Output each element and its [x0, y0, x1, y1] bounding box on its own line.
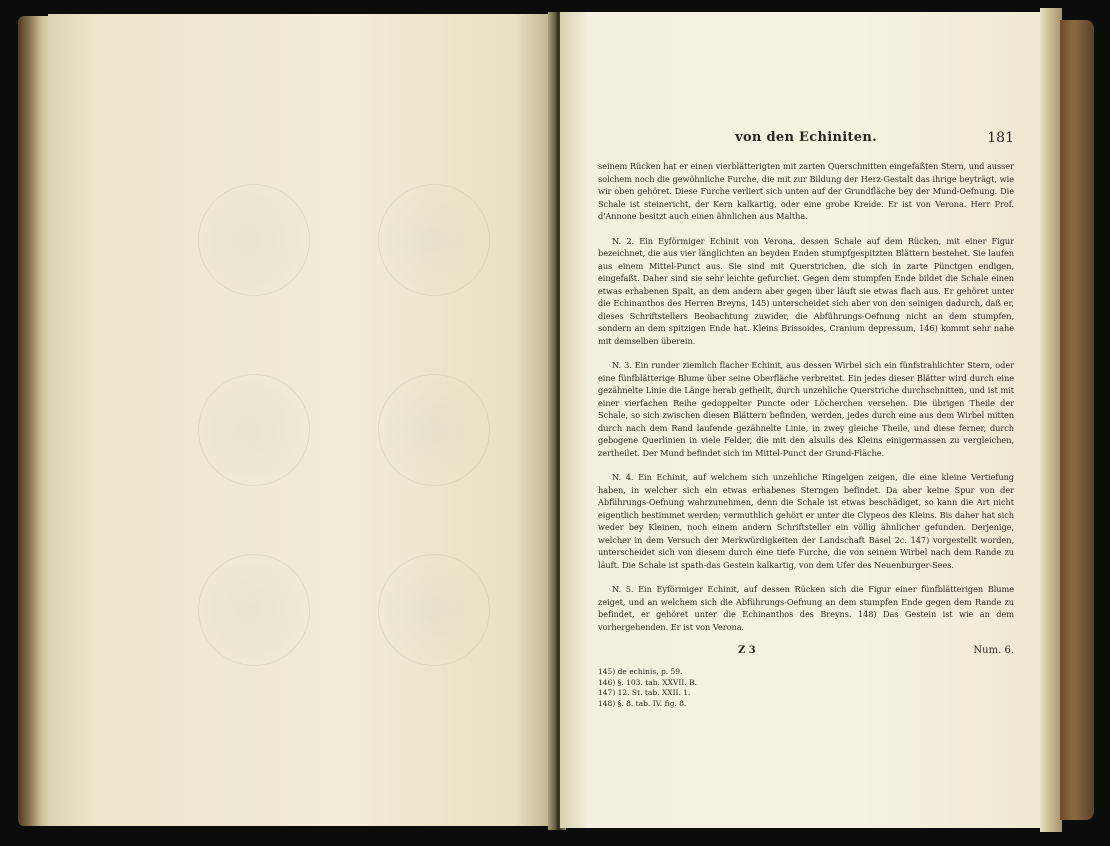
paragraph-n2: N. 2. Ein Eyförmiger Echinit von Verona, dessen Schale auf dem Rücken, mit einer Figur bezeichnet, die aus vier länglichten an beyden Enden stumpfgespitzten Blättern bestehet. Sie laufen aus einem Mittel-Punct aus. Sie sind mit Querstrichen, die sich in zarte Pünctgen endigen, eingefaßt. Daher sind sie sehr leichte gefurchet. Gegen dem stumpfen Ende bildet die Schale einen etwas erhabenen Spalt, an dem andern aber gegen über läuft sie etwas flach aus. Er gehöret unter die Echinanthos des Herren Breyns, 145) unterscheidet sich aber von den seinigen dadurch, daß er, dieses Schriftstellers Beobachtung zuwider, die Abführungs-Oefnung nicht an dem stumpfen, sondern an dem spitzigen Ende hat. Kleins Brissoides, Cranium depressum, 146) kommt sehr nahe mit demselben überein. [598, 235, 1014, 346]
footnote: 148) §. 8. tab. IV. fig. 8. [598, 698, 687, 708]
footnote: 146) §. 103. tab. XXVII. B. [598, 677, 697, 687]
footnotes [598, 667, 1014, 709]
book-cover-edge [1060, 20, 1094, 820]
page-number: 181 [987, 130, 1014, 146]
page-text-block [598, 130, 1014, 709]
right-page-edges [1040, 8, 1062, 832]
paragraph-n4: N. 4. Ein Echinit, auf welchem sich unzehliche Ringelgen zeigen, die eine kleine Vertiefung haben, in welcher sich ein etwas erhabenes Sterngen befindet. Da aber keine Spur von der Abführungs-Oefnung wahrzunehmen, denn die Schale ist etwas beschädiget, so kann die Art nicht eigentlich bestimmet werden; vermuthlich gehört er unter die Clypeos des Kleins. Bis daher hat sich weder bey Kleinen, noch einem andern Schriftsteller ein völlig ähnlicher gefunden. Derjenige, welcher in dem Versuch der Merkwürdigkeiten der Landschaft Basel 2c. 147) vorgestellt worden, unterscheidet sich von diesem durch eine tiefe Furche, die von seinem Wirbel nach dem Rande zu läuft. Die Schale ist spath-das Gestein kalkartig, von dem Ufer des Neuenburger-Sees. [598, 472, 1014, 570]
signature-mark: Z 3 [738, 645, 756, 656]
show-through-plate-3 [198, 374, 310, 486]
signature-row [598, 645, 1014, 659]
paragraph-continued: seinem Rücken hat er einen vierblätterigten mit zarten Querschnitten eingefaßten Stern, und ausser solchem noch die gewöhnliche Furche, die mit zur Bildung der Herz-Gestalt das ihrige beyträgt, wie wir oben gehöret. Diese Furche verliert sich unten auf der Grundfläche bey der Mund-Oefnung. Die Schale ist steinericht, der Kern kalkartig, oder eine grobe Kreide. Er ist von Verona. Herr Prof. d'Annone besitzt auch einen ähnlichen aus Maltha. [598, 161, 1014, 221]
paragraph-n5: N. 5. Ein Eyförmiger Echinit, auf dessen Rücken sich die Figur einer fünfblätterigen Blume zeiget, und an welchem sich die Abführungs-Oefnung an dem stumpfen Ende gegen dem Rande zu befindet, er gehöret unter die Echinanthos des Breyns. 148) Das Gestein ist wie an dem vorhergehenden. Er ist von Verona. [598, 584, 1014, 632]
show-through-plate-6 [378, 554, 490, 666]
footnote: 147) 12. St. tab. XXII. 1. [598, 688, 691, 697]
show-through-plate-2 [378, 184, 490, 296]
left-page-edges [18, 16, 52, 826]
paragraph-n3: N. 3. Ein runder ziemlich flacher Echinit, aus dessen Wirbel sich ein fünfstrahlichter Stern, oder eine fünfblätterige Blume über seine Oberfläche verbreitet. Ein jedes dieser Blätter wird durch eine gezähnelte Linie die Länge herab getheilt, durch unzehliche Querstriche durchschnitten, und ist mit einer vierfachen Reihe gedoppelter Puncte oder Löcherchen versehen. Die übrigen Theile der Schale, so sich zwischen diesen Blättern befinden, werden, jedes durch eine aus dem Wirbel mitten durch nach dem Rand laufende gezähnelte Linie, in zwey gleiche Theile, und diese ferner, durch gebogene Querlinien in viele Felder, die mit den alsulis des Kleins einigermassen zu vergleichen, zertheilet. Der Mund befindet sich im Mittel-Punct der Grund-Fläche. [598, 360, 1014, 458]
page-header [598, 130, 1014, 154]
show-through-plate-4 [378, 374, 490, 486]
footnote: 145) de echinis, p. 59. [598, 667, 683, 676]
catchword: Num. 6. [973, 645, 1014, 656]
left-page-blank [48, 14, 556, 826]
show-through-plate-1 [198, 184, 310, 296]
running-title: von den Echiniten. [735, 130, 877, 145]
show-through-plate-5 [198, 554, 310, 666]
